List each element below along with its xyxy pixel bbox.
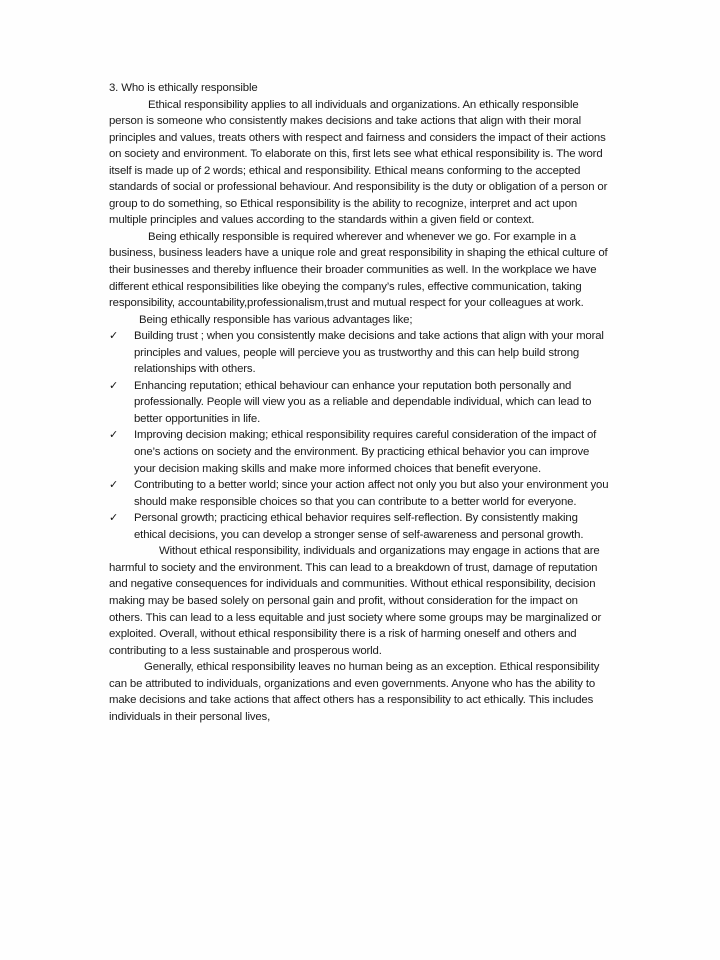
paragraph-conclusion: Generally, ethical responsibility leaves no human being as an exception. Ethical responsibility can be attributed to individuals, organizations and even governments. Anyone who has the ability to make decisions and take actions that affect others has a responsibility to act ethically. This includes individuals in their personal lives, xyxy=(109,661,600,723)
paragraph-definition: Ethical responsibility applies to all individuals and organizations. An ethically responsible person is someone who consistently makes decisions and take actions that align with their moral principles and values, treats others with respect and fairness and considers the impact of their actions on society and environment. To elaborate on this, first lets see what ethical responsibility is. The word itself is made up of 2 words; ethical and responsibility. Ethical means conforming to the accepted standards of social or professional behaviour. And responsibility is the duty or obligation of a person or group to do something, so Ethical responsibility is the ability to recognize, interpret and act upon multiple principles and values according to the standards within a given field or context. xyxy=(109,98,608,227)
list-item xyxy=(109,477,611,510)
list-item xyxy=(109,328,611,378)
list-item xyxy=(109,378,611,428)
checkmark-icon: ✓ xyxy=(109,378,119,392)
list-item-text: Enhancing reputation; ethical behaviour can enhance your reputation both personally and professionally. People will view you as a reliable and dependable individual, which can lead to better opportunities in life. xyxy=(134,379,592,425)
list-item xyxy=(109,427,611,477)
list-item xyxy=(109,510,611,543)
paragraph-consequences: Without ethical responsibility, individuals and organizations may engage in actions that are harmful to society and the environment. This can lead to a breakdown of trust, damage of reputation and negative consequences for individuals and communities. Without ethical responsibility, decision making may be based solely on personal gain and profit, without consideration for the impact on others. This can lead to a less equitable and just society where some groups may be marginalized or exploited. Overall, without ethical responsibility there is a risk of harming oneself and others and contributing to a less sustainable and prosperous world. xyxy=(109,545,602,657)
list-item-text: Personal growth; practicing ethical behavior requires self-reflection. By consistently making ethical decisions, you can develop a stronger sense of self-awareness and personal growth. xyxy=(134,512,584,541)
section-heading: 3. Who is ethically responsible xyxy=(109,82,258,94)
list-item-text: Contributing to a better world; since your action affect not only you but also your environment you should make responsible choices so that you can contribute to a better world for everyone. xyxy=(134,479,609,508)
list-item-text: Building trust ; when you consistently make decisions and take actions that align with your moral principles and values, people will percieve you as trustworthy and this can help build strong relationships with others. xyxy=(134,330,604,376)
document-body xyxy=(109,80,611,725)
checkmark-icon: ✓ xyxy=(109,329,119,343)
paragraph-advantages-intro: Being ethically responsible has various advantages like; xyxy=(139,313,413,326)
paragraph-workplace: Being ethically responsible is required wherever and whenever we go. For example in a business, business leaders have a unique role and great responsibility in shaping the ethical culture of their businesses and thereby influence their broader communities as well. In the workplace we have different ethical responsibilities like obeying the company’s rules, effective communication, taking responsibility, accountability,professionalism,trust and mutual respect for your colleagues at work. xyxy=(109,230,608,310)
checkmark-icon: ✓ xyxy=(109,511,119,525)
list-item-text: Improving decision making; ethical responsibility requires careful consideration of the impact of one’s actions on society and the environment. By practicing ethical behavior you can improve your decision making skills and make more informed choices that benefit everyone. xyxy=(134,429,597,475)
advantages-list xyxy=(109,328,611,543)
checkmark-icon: ✓ xyxy=(109,428,119,442)
checkmark-icon: ✓ xyxy=(109,478,119,492)
